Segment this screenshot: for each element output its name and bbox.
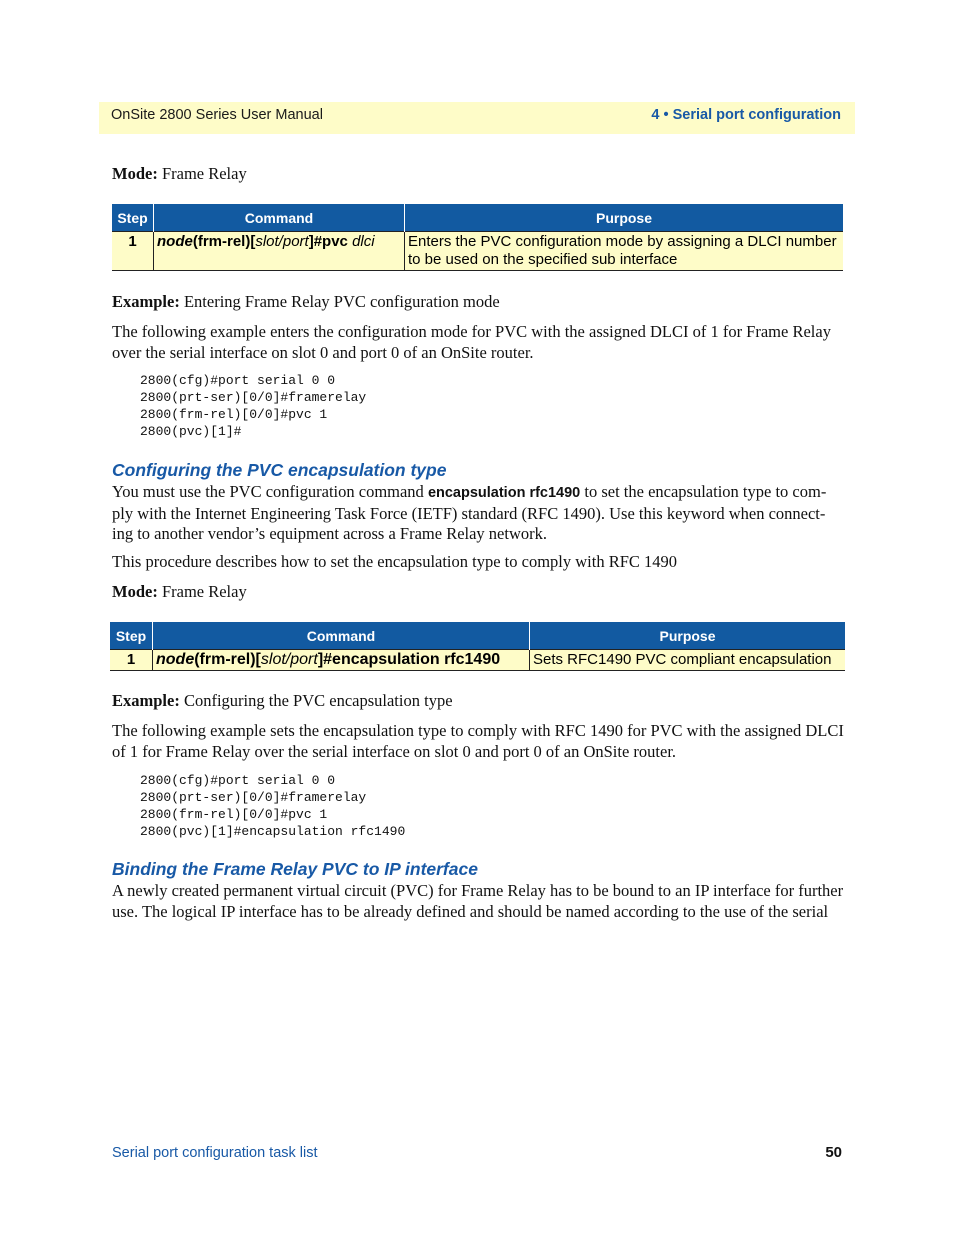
paragraph-text: You must use the PVC configuration command xyxy=(112,482,428,501)
table-header-step: Step xyxy=(110,622,153,650)
command-node: node xyxy=(157,233,193,250)
table-header-command: Command xyxy=(153,622,530,650)
section-heading: Binding the Frame Relay PVC to IP interface xyxy=(112,859,478,879)
example-label: Example: xyxy=(112,292,180,311)
code-line: 2800(cfg)#port serial 0 0 xyxy=(140,373,336,388)
purpose-cell: Sets RFC1490 PVC compliant encapsulation xyxy=(530,650,846,671)
code-block xyxy=(140,772,405,840)
code-line: 2800(cfg)#port serial 0 0 xyxy=(140,773,336,788)
code-line: 2800(pvc)[1]#encapsulation rfc1490 xyxy=(140,824,406,839)
code-line: 2800(frm-rel)[0/0]#pvc 1 xyxy=(140,407,328,422)
table-header-command: Command xyxy=(154,204,405,232)
page-number: 50 xyxy=(825,1144,842,1161)
section-heading: Configuring the PVC encapsulation type xyxy=(112,460,447,480)
code-line: 2800(prt-ser)[0/0]#framerelay xyxy=(140,790,367,805)
purpose-cell: Enters the PVC configuration mode by assigning a DLCI number to be used on the specified sub interface xyxy=(405,232,844,271)
step-cell: 1 xyxy=(110,650,153,671)
example-value: Entering Frame Relay PVC configuration mode xyxy=(183,292,500,311)
paragraph: The following example sets the encapsulation type to comply with RFC 1490 for PVC with the assigned DLCI of 1 for Frame Relay over the serial interface on slot 0 and port 0 of an OnSite router. xyxy=(112,721,844,761)
command-slotport: slot/port xyxy=(255,233,309,250)
example-line xyxy=(112,691,453,712)
command-part2: ]#pvc xyxy=(308,233,353,250)
paragraph: A newly created permanent virtual circuit (PVC) for Frame Relay has to be bound to an IP interface for further use. The logical IP interface has to be already defined and should be named according to the use of the serial xyxy=(112,881,844,921)
mode-label: Mode: xyxy=(112,582,158,601)
command-slotport: slot/port xyxy=(260,651,318,668)
mode-label: Mode: xyxy=(112,164,158,183)
code-line: 2800(frm-rel)[0/0]#pvc 1 xyxy=(140,807,328,822)
paragraph: The following example enters the configuration mode for PVC with the assigned DLCI of 1 for Frame Relay over the serial interface on slot 0 and port 0 of an OnSite router. xyxy=(112,322,831,362)
chapter-title: 4 • Serial port configuration xyxy=(651,107,841,123)
code-line: 2800(pvc)[1]# xyxy=(140,424,242,439)
mode-value: Frame Relay xyxy=(161,582,247,601)
example-label: Example: xyxy=(112,691,180,710)
command-node: node xyxy=(156,651,195,668)
command-cell xyxy=(154,232,405,271)
table-row xyxy=(112,232,843,271)
command-part2: ]#encapsulation rfc1490 xyxy=(317,651,501,668)
paragraph: This procedure describes how to set the encapsulation type to comply with RFC 1490 xyxy=(112,552,678,571)
inline-command: encapsulation rfc1490 xyxy=(427,485,581,501)
paragraph xyxy=(112,482,844,545)
example-line xyxy=(112,292,500,313)
mode-line xyxy=(112,164,247,185)
command-arg: dlci xyxy=(352,233,375,250)
command-cell xyxy=(153,650,530,671)
footer-section-name: Serial port configuration task list xyxy=(112,1145,318,1161)
code-line: 2800(prt-ser)[0/0]#framerelay xyxy=(140,390,367,405)
table-header-purpose: Purpose xyxy=(405,204,844,232)
mode-line xyxy=(112,582,247,603)
table-header-step: Step xyxy=(112,204,154,232)
command-table xyxy=(112,204,843,271)
command-table xyxy=(110,622,845,671)
manual-title: OnSite 2800 Series User Manual xyxy=(111,107,323,123)
step-cell: 1 xyxy=(112,232,154,271)
page-header xyxy=(99,102,855,134)
command-part1: (frm-rel)[ xyxy=(192,233,256,250)
mode-value: Frame Relay xyxy=(161,164,247,183)
paragraph-text: to set the encapsulation type to com-ply with the Internet Engineering Task Force (IETF) standard (RFC 1490). Use this keyword when connect-ing to another vendor’s equipment across a Frame Relay network. xyxy=(112,482,827,543)
table-row xyxy=(110,650,845,671)
command-part1: (frm-rel)[ xyxy=(194,651,261,668)
example-value: Configuring the PVC encapsulation type xyxy=(183,691,453,710)
table-header-purpose: Purpose xyxy=(530,622,846,650)
code-block xyxy=(140,372,366,440)
